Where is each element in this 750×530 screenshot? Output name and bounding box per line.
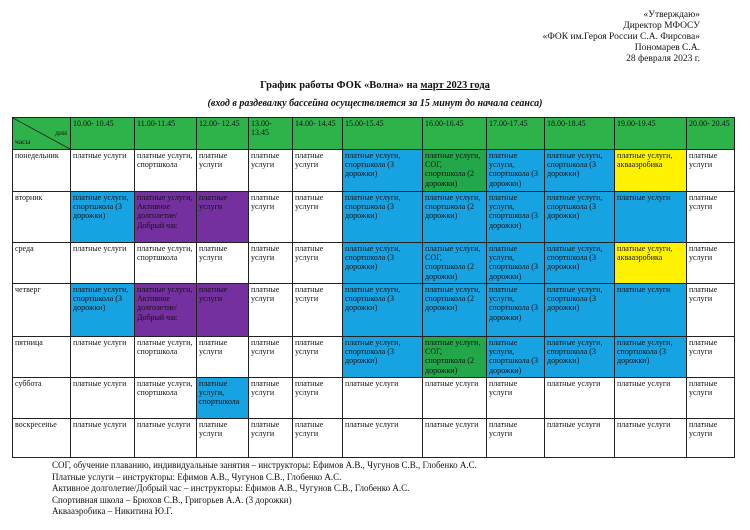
- approval-line: «ФОК им.Героя России С.А. Фирсова»: [542, 32, 700, 42]
- schedule-cell: платные услуги: [71, 243, 135, 284]
- schedule-cell: платные услуги: [687, 150, 735, 192]
- time-header: 19.00-19.45: [615, 118, 687, 150]
- schedule-cell: платные услуги: [687, 284, 735, 337]
- schedule-cell: платные услуги, спортшкола (3 дорожки): [545, 192, 615, 243]
- schedule-cell: платные услуги, спортшкола (3 дорожки): [487, 192, 545, 243]
- schedule-cell: платные услуги, спортшкола (3 дорожки): [487, 150, 545, 192]
- schedule-cell: платные услуги: [545, 378, 615, 419]
- schedule-cell: платные услуги: [197, 419, 249, 458]
- schedule-cell: платные услуги, спортшкола (3 дорожки): [71, 284, 135, 337]
- header-row: [13, 118, 735, 150]
- schedule-cell: платные услуги, спортшкола (3 дорожки): [615, 337, 687, 378]
- time-header: 17.00-17.45: [487, 118, 545, 150]
- footer-line: Спортивная школа – Брюхов С.В., Григорьев А.А. (3 дорожки): [52, 494, 292, 505]
- schedule-cell: платные услуги, спортшкола (3 дорожки): [545, 337, 615, 378]
- approval-line: «Утверждаю»: [643, 10, 700, 20]
- day-label: четверг: [13, 284, 71, 337]
- table-row: [13, 419, 735, 458]
- time-header: 10.00- 10.45: [71, 118, 135, 150]
- schedule-cell: платные услуги, спортшкола (3 дорожки): [71, 192, 135, 243]
- time-header: 15.00-15.45: [343, 118, 423, 150]
- corner-cell: [13, 118, 71, 150]
- schedule-cell: платные услуги: [487, 378, 545, 419]
- time-header: 14.00- 14.45: [293, 118, 343, 150]
- table-row: [13, 243, 735, 284]
- schedule-cell: платные услуги: [135, 419, 197, 458]
- time-header: 20.00- 20.45: [687, 118, 735, 150]
- schedule-cell: платные услуги: [687, 337, 735, 378]
- schedule-cell: платные услуги: [615, 192, 687, 243]
- schedule-cell: платные услуги: [71, 378, 135, 419]
- schedule-cell: платные услуги, спортшкола (3 дорожки): [343, 284, 423, 337]
- schedule-cell: платные услуги: [545, 419, 615, 458]
- schedule-cell: платные услуги, спортшкола: [135, 243, 197, 284]
- schedule-cell: платные услуги: [293, 243, 343, 284]
- schedule-cell: платные услуги: [615, 284, 687, 337]
- title-prefix: График работы ФОК «Волна» на: [260, 80, 421, 91]
- schedule-cell: платные услуги, спортшкола (3 дорожки): [487, 243, 545, 284]
- time-header: 18.00-18.45: [545, 118, 615, 150]
- schedule-cell: платные услуги: [293, 150, 343, 192]
- day-label: воскресенье: [13, 419, 71, 458]
- schedule-cell: платные услуги: [249, 243, 293, 284]
- schedule-cell: платные услуги: [71, 150, 135, 192]
- day-label: понедельник: [13, 150, 71, 192]
- schedule-cell: платные услуги: [249, 378, 293, 419]
- schedule-cell: платные услуги, спортшкола (3 дорожки): [343, 243, 423, 284]
- schedule-cell: платные услуги: [249, 337, 293, 378]
- schedule-cell: платные услуги, спортшкола (2 дорожки): [423, 192, 487, 243]
- schedule-cell: платные услуги: [487, 419, 545, 458]
- schedule-cell: платные услуги: [71, 419, 135, 458]
- schedule-cell: платные услуги: [293, 284, 343, 337]
- schedule-cell: платные услуги: [615, 378, 687, 419]
- schedule-cell: платные услуги: [343, 378, 423, 419]
- schedule-cell: платные услуги: [293, 378, 343, 419]
- schedule-cell: платные услуги: [197, 284, 249, 337]
- schedule-cell: платные услуги: [249, 419, 293, 458]
- time-header: 13.00- 13.45: [249, 118, 293, 150]
- schedule-cell: платные услуги: [293, 419, 343, 458]
- schedule-cell: платные услуги, спортшкола: [135, 337, 197, 378]
- schedule-cell: платные услуги, спортшкола (3 дорожки): [487, 284, 545, 337]
- schedule-cell: платные услуги: [687, 419, 735, 458]
- day-label: пятница: [13, 337, 71, 378]
- schedule-cell: платные услуги: [249, 284, 293, 337]
- schedule-cell: платные услуги: [197, 150, 249, 192]
- table-row: [13, 150, 735, 192]
- schedule-cell: платные услуги: [687, 243, 735, 284]
- table-row: [13, 284, 735, 337]
- day-label: суббота: [13, 378, 71, 419]
- schedule-cell: платные услуги: [423, 419, 487, 458]
- schedule-cell: платные услуги, спортшкола (2 дорожки): [423, 284, 487, 337]
- schedule-cell: платные услуги, спортшкола (3 дорожки): [545, 284, 615, 337]
- approval-block: [543, 10, 700, 65]
- table-row: [13, 192, 735, 243]
- schedule-cell: платные услуги, спортшкола (3 дорожки): [545, 150, 615, 192]
- schedule-cell: платные услуги, спортшкола: [135, 150, 197, 192]
- schedule-cell: платные услуги, Активное долголетие/ Добрый час: [135, 192, 197, 243]
- day-label: среда: [13, 243, 71, 284]
- footer-notes: [52, 460, 477, 518]
- schedule-cell: платные услуги, спортшкола (3 дорожки): [545, 243, 615, 284]
- schedule-cell: платные услуги: [249, 192, 293, 243]
- footer-line: Аквааэробика – Никитина Ю.Г.: [52, 506, 173, 516]
- footer-line: СОГ, обучение плаванию, индивидуальные занятия – инструкторы: Ефимов А.В., Чугунов С.В., Глобенко А.С.: [52, 460, 477, 470]
- schedule-cell: платные услуги: [293, 337, 343, 378]
- approval-line: Директор МФОСУ: [623, 21, 700, 31]
- table-row: [13, 378, 735, 419]
- schedule-cell: платные услуги, спортшкола (3 дорожки): [343, 192, 423, 243]
- day-label: вторник: [13, 192, 71, 243]
- title-month: март 2023 года: [420, 80, 490, 91]
- schedule-cell: платные услуги: [71, 337, 135, 378]
- corner-label-days: дни: [55, 127, 67, 137]
- document-title: [0, 80, 750, 91]
- time-header: 11.00-11.45: [135, 118, 197, 150]
- schedule-cell: платные услуги: [197, 192, 249, 243]
- time-header: 16.00-16.45: [423, 118, 487, 150]
- schedule-cell: платные услуги, аквааэробика: [615, 243, 687, 284]
- schedule-cell: платные услуги, спортшкола (3 дорожки): [487, 337, 545, 378]
- footer-line: Активное долголетие/Добрый час – инструкторы: Ефимов А.В., Чугунов С.В., Глобенко А.С.: [52, 483, 410, 493]
- schedule-cell: платные услуги, спортшкола: [135, 378, 197, 419]
- footer-line: Платные услуги – инструкторы: Ефимов А.В., Чугунов С.В., Глобенко А.С.: [52, 471, 342, 482]
- schedule-cell: платные услуги: [249, 150, 293, 192]
- schedule-cell: платные услуги, спортшкола (3 дорожки): [343, 150, 423, 192]
- corner-label-hours: часы: [15, 136, 31, 146]
- table-row: [13, 337, 735, 378]
- schedule-cell: платные услуги: [197, 337, 249, 378]
- schedule-cell: платные услуги: [343, 419, 423, 458]
- schedule-cell: платные услуги: [423, 378, 487, 419]
- time-header: 12.00- 12.45: [197, 118, 249, 150]
- schedule-cell: платные услуги: [197, 243, 249, 284]
- schedule-cell: платные услуги, спортшкола: [197, 378, 249, 419]
- schedule-cell: платные услуги: [687, 378, 735, 419]
- approval-line: Пономарев С.А.: [634, 43, 700, 53]
- approval-line: 28 февраля 2023 г.: [626, 54, 700, 64]
- schedule-cell: платные услуги: [687, 192, 735, 243]
- document-subtitle: (вход в раздевалку бассейна осуществляется за 15 минут до начала сеанса): [207, 98, 543, 109]
- schedule-cell: платные услуги, аквааэробика: [615, 150, 687, 192]
- schedule-cell: платные услуги, СОГ, спортшкола (2 дорожки): [423, 243, 487, 284]
- schedule-table: [12, 117, 735, 458]
- schedule-cell: платные услуги, Активное долголетие/ Добрый час: [135, 284, 197, 337]
- schedule-cell: платные услуги, спортшкола (3 дорожки): [343, 337, 423, 378]
- schedule-cell: платные услуги, СОГ, спортшкола (2 дорожки): [423, 337, 487, 378]
- schedule-cell: платные услуги: [615, 419, 687, 458]
- schedule-cell: платные услуги, СОГ, спортшкола (2 дорожки): [423, 150, 487, 192]
- schedule-cell: платные услуги: [293, 192, 343, 243]
